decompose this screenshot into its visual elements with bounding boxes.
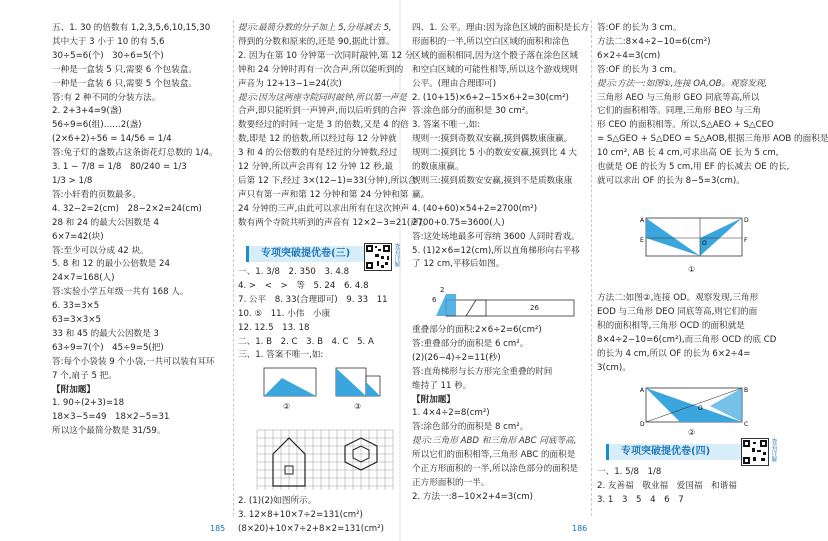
col1_extra-line: 所以这个最简分数是 31/59。 xyxy=(52,426,166,437)
col1-line: 4. 32−2=2(cm) 28−2×2=24(cm) xyxy=(52,203,202,214)
col1-line: 答:有 2 种不同的分装方法。 xyxy=(52,92,161,103)
col2-line: 后第 12 下,经过 3×(12−1)=33(分钟),所以合 xyxy=(238,175,417,186)
answer-column-4b xyxy=(597,292,782,375)
svg-text:O: O xyxy=(698,405,703,412)
col3-line: 答:涂色部分的面积是 30 cm²。 xyxy=(412,106,534,117)
col1-line: 33 和 45 的最大公因数是 3 xyxy=(52,328,160,339)
trapezoid-side-label: 6 xyxy=(432,296,437,304)
page-number-right: 186 xyxy=(572,524,588,533)
col3-line: 答:这处场地最多可容纳 3600 人同时看戏。 xyxy=(412,231,580,242)
figure-label: ② xyxy=(688,428,696,437)
figure-label: ③ xyxy=(354,402,362,411)
col1-line: 五、1. 30 的倍数有 1,2,3,5,6,10,15,30 xyxy=(52,23,211,33)
trapezoid-translation-figure xyxy=(428,290,588,320)
col4_b-line: 的长为 4 cm,所以 OF 的长为 6×2÷4= xyxy=(597,348,751,359)
col4-line: = S△GEO + S△DEO = S△AOB,根据三角形 AOB 的面积是 xyxy=(597,134,828,145)
col4-line: 6×2÷4=3(cm) xyxy=(597,50,661,61)
col4-line: 它们的面积相等。同理,三角形 BEO 与三角 xyxy=(597,106,761,117)
col1-line: 一种是一盒装 5 只,需要 6 个包装盒。 xyxy=(52,64,197,75)
svg-text:A: A xyxy=(640,217,645,224)
col3-line: 和空白区域的可能性相等,所以这个游戏规则 xyxy=(412,64,579,75)
col3-line: 2. (10+15)×6+2−15×6+2=30(cm²) xyxy=(412,92,569,103)
figure-label: ② xyxy=(283,402,291,411)
col3_b-line: 维持了 11 秒。 xyxy=(412,380,472,391)
col4-line: 10 cm², AB 长 4 cm,可求出高 OE 长为 5 cm, xyxy=(597,148,779,159)
col1-line: 其中大于 3 小于 10 的有 5,6 xyxy=(52,36,165,47)
col1-line: 63=3×3×5 xyxy=(52,315,101,326)
col3-line: 区域的面积相同,因为这个骰子落在涂色区域 xyxy=(412,50,579,61)
extra-heading: 【附加题】 xyxy=(52,384,95,395)
col3-lines xyxy=(412,22,590,272)
col3-line: 的数康康赢。 xyxy=(412,162,464,173)
col2_c-line: (8×20)+10×7÷2+8×2=131(cm²) xyxy=(238,523,384,534)
col2-line: 钟和 24 分钟时再有一次合声,所以能听到的 xyxy=(238,64,404,75)
col3-extra-lines xyxy=(412,407,590,504)
rectangle-figure-1 xyxy=(640,212,750,264)
grid-figure xyxy=(257,430,399,490)
answer-column-3 xyxy=(412,22,590,272)
col1-line: 24×7=168(人) xyxy=(52,273,115,284)
svg-text:O: O xyxy=(702,240,707,247)
col1-line: 28 和 24 的最大公因数是 4 xyxy=(52,217,160,228)
col4_b-line: 8×4÷2−10=6(cm²),而三角形 OCD 的底 CD xyxy=(597,334,777,345)
col3_extra-line: 提示:三角形 ABD 和三角形 ABC 同底等高, xyxy=(412,436,577,447)
col2c-lines xyxy=(238,495,403,537)
col3-line: 规则一:摸到奇数双安赢,摸到偶数康康赢。 xyxy=(412,134,573,145)
col2b-lines xyxy=(238,266,403,363)
col1-line: 答:每个小袋装 9 个小袋,一共可以装有耳环 xyxy=(52,356,215,367)
col4_c-line: 一、1. 5/8 1/8 xyxy=(597,467,662,477)
svg-text:B: B xyxy=(744,387,749,394)
rectangle-figure-2 xyxy=(640,384,750,428)
col4-line: 方法二:8×4÷2−10=6(cm²) xyxy=(597,36,711,47)
col2-line: 数,即是 12 的倍数,所以经过每 12 分钟就 xyxy=(238,134,397,145)
col1-line: 6×7=42(块) xyxy=(52,231,104,242)
col1-line: 56÷9=6(组)……2(盏) xyxy=(52,120,142,131)
figure-label: ① xyxy=(688,265,696,274)
col1-lines xyxy=(52,22,232,384)
col4_c-line: 3. 1 3 5 4 6 7 xyxy=(597,494,684,505)
svg-text:F: F xyxy=(744,237,748,244)
answer-column-2 xyxy=(238,22,431,231)
col2_b-line: 二、1. B 2. C 3. B 4. C 5. A xyxy=(238,336,374,347)
col1-line: 63÷9=7(个) 45÷9=5(把) xyxy=(52,342,164,353)
col2_b-line: 4. > < > 等 5. 24 6. 4.8 xyxy=(238,280,369,291)
col1-line: 答:小轩看的页数最多。 xyxy=(52,189,141,200)
col1-line: 30÷5=6(个) 30÷6=5(个) xyxy=(52,50,164,61)
col2-line: 提示:最简分数的分子加上 5,分母减去 5, xyxy=(238,23,392,33)
col4b-lines xyxy=(597,292,782,375)
col3-line: 赢。 xyxy=(412,189,430,200)
column-divider xyxy=(233,20,234,516)
col3_extra-line: 所以它们的面积相等,三角形 ABC 的面积是 xyxy=(412,450,576,461)
col3-line: 规则二:摸到比 5 小的数安安赢,摸到比 4 大 xyxy=(412,148,577,159)
qr-label: 查看详解 xyxy=(393,243,400,267)
col4-line: 提示:方法一:如图①,连接 OA,OB。观察发现, xyxy=(597,78,768,89)
col3_extra-line: 答:涂色部分的面积是 8 cm²。 xyxy=(412,422,529,433)
qr-label: 查看详解 xyxy=(770,438,777,462)
col2-line: 12 分钟,所以声会再有 12 分钟 12 秒,最 xyxy=(238,162,394,173)
col1-line: 答:实验小学五年级一共有 168 人。 xyxy=(52,287,189,298)
col3b-lines xyxy=(412,324,590,394)
col4-line: 三角形 AEO 与三角形 GEO 同底等高,所以 xyxy=(597,92,760,103)
col1-line: 6. 33=3×5 xyxy=(52,301,100,312)
col2-line: 合声,即只能听到一声钟声,而以后听到的合声 xyxy=(238,106,407,117)
col3-line: 四、1. 公平。理由:因为涂色区域的面积是长方 xyxy=(412,23,590,33)
answer-column-2b xyxy=(238,266,403,363)
col3-line: 5. (1)2×6=12(cm),所以直角梯形向右平移 xyxy=(412,245,580,256)
col1-line: 答:至少可以分成 42 块。 xyxy=(52,245,149,256)
col3_b-line: 答:重叠部分的面积是 6 cm²。 xyxy=(412,338,529,349)
svg-text:D: D xyxy=(744,217,749,224)
col3_b-line: 重叠部分的面积:2×6÷2=6(cm²) xyxy=(412,325,542,335)
col1-line: 答:兔子灯的盏数占这条街花灯总数的 1/4。 xyxy=(52,148,218,159)
col3-line: 3. 答案不唯一,如: xyxy=(412,120,481,131)
col3_b-line: 答:直角梯形与长方形完全重叠的时间 xyxy=(412,366,553,377)
col2_b-line: 7. 公平 8. 33(合理即可) 9. 33 11 xyxy=(238,294,388,305)
col2-line: 数要经过的时间一定是 3 的倍数,又是 4 的倍 xyxy=(238,120,409,131)
col2-lines xyxy=(238,22,431,231)
col3-line: 4. (40+60)×54+2=2700(m²) xyxy=(412,203,538,214)
answer-column-3b xyxy=(412,324,590,505)
col3-line: 规则三:摸到质数安安赢,摸到不是质数康康 xyxy=(412,175,573,186)
col1-extra-lines xyxy=(52,397,232,439)
col2-line: 声只有第一声和第 12 分钟和第 24 分钟和第 xyxy=(238,189,409,200)
col4_b-line: EOD 与三角形 DEO 同底等高,则它们的面 xyxy=(597,306,758,317)
col1-line: 5. 8 和 12 的最小公倍数是 24 xyxy=(52,259,170,270)
col3-line: 了 12 cm,平移后如图。 xyxy=(412,259,505,270)
trapezoid-top-label: 2 xyxy=(440,286,445,294)
col2_b-line: 一、1. 3/8 2. 350 3. 4.8 xyxy=(238,267,350,277)
svg-text:C: C xyxy=(744,421,749,428)
col3-line: 2700+0.75=3600(人) xyxy=(412,217,505,228)
qr-code-icon[interactable] xyxy=(741,438,769,466)
col2-line: 提示:因为这两座寺院同时敲钟,所以第一声是 xyxy=(238,92,407,103)
answer-column-2c xyxy=(238,495,403,537)
col3_extra-line: 个正方形面积的一半,所以涂色部分的面积是 xyxy=(412,464,579,475)
section-banner-4: 专项突破提优卷(四) xyxy=(606,444,751,460)
col2-line: 24 分钟的三声,由此可以求出所有在这次钟声 xyxy=(238,203,410,214)
col2_c-line: 2. (1)(2)如图所示。 xyxy=(238,496,317,506)
extra-heading: 【附加题】 xyxy=(412,394,455,405)
answer-column-4 xyxy=(597,22,828,189)
col1-line: 一种是一盒装 6 只,需要 5 个包装盒。 xyxy=(52,78,197,89)
section-banner-3: 专项突破提优卷(三) xyxy=(246,246,379,262)
col4-line: 也就是 OE 的长为 5 cm,用 EF 的长减去 OE 的长, xyxy=(597,162,790,173)
answer-column-4c xyxy=(597,466,782,508)
column-divider xyxy=(591,20,592,516)
col3-line: 形面积的一半,所以空白区域的面积和涂色 xyxy=(412,36,570,47)
col2-line: 3 和 4 的公倍数的有是经过的分钟数,经过 xyxy=(238,148,398,159)
svg-text:D: D xyxy=(640,421,645,428)
col1-line: 3. 1 − 7/8 = 1/8 80/240 = 1/3 xyxy=(52,162,187,173)
col3_extra-line: 正方形面积的一半。 xyxy=(412,477,490,488)
answer-column-1 xyxy=(52,22,232,439)
col4-line: 答:OF 的长为 3 cm。 xyxy=(597,64,682,75)
svg-text:A: A xyxy=(640,387,645,394)
col1-line: 2. 2+3+4=9(盏) xyxy=(52,106,122,117)
col2-line: 数有两个寺院共听到的声音有 12×2−3=21(声)。 xyxy=(238,217,431,228)
col3-line: 公平。(理由合理即可) xyxy=(412,78,497,89)
col2_b-line: 三、1. 答案不唯一,如: xyxy=(238,350,324,361)
col3_extra-line: 1. 4×4÷2=8(cm²) xyxy=(412,408,490,419)
page-number-left: 185 xyxy=(210,524,226,533)
col3_b-line: (2)(26−4)÷2=11(秒) xyxy=(412,352,501,363)
col1-line: 7 个,扇子 5 把。 xyxy=(52,370,117,381)
col2-line: 声音为 12+13−1=24(次) xyxy=(238,78,342,89)
col4_c-line: 2. 友善福 敬业福 爱国福 和谐福 xyxy=(597,480,737,491)
col2_b-line: 12. 12.5 13. 18 xyxy=(238,322,310,333)
col1_extra-line: 18×3−5=49 18×2−5=31 xyxy=(52,412,170,423)
col4-line: 就可以求出 OF 的长为 8−5=3(cm)。 xyxy=(597,175,745,186)
col4-lines xyxy=(597,22,828,189)
col1-line: (2×6+2)÷56 = 14/56 = 1/4 xyxy=(52,134,172,145)
col1-line: 1/3 > 1/8 xyxy=(52,175,93,186)
col4_b-line: 3(cm)。 xyxy=(597,362,631,373)
col4_b-line: 积的面积相等,三角形 OCD 的面积就是 xyxy=(597,320,745,331)
rectangle-length-label: 26 xyxy=(530,304,539,312)
col2-line: 2. 因为在第 10 分钟第一次同时敲钟,第 12 分 xyxy=(238,50,414,61)
col2_c-line: 3. 12×8+10×7÷2=131(cm²) xyxy=(238,509,363,520)
col2_b-line: 10. ⑤ 11. 小伟 小康 xyxy=(238,308,331,319)
col3_extra-line: 2. 方法一:8−10×2+4=3(cm) xyxy=(412,491,534,502)
col4_b-line: 方法二:如图②,连接 OD。观察发现,三角形 xyxy=(597,293,759,303)
col4-line: 答:OF 的长为 3 cm。 xyxy=(597,23,682,33)
svg-text:E: E xyxy=(640,237,644,244)
col4c-lines xyxy=(597,466,782,508)
col1_extra-line: 1. 90÷(2+3)=18 xyxy=(52,398,125,409)
col2-line: 得到的分数和原来的,还是 90,据此计算。 xyxy=(238,36,395,47)
col4-line: 形 CEO 的面积相等。所以,S△AEO + S△CEO xyxy=(597,120,774,131)
